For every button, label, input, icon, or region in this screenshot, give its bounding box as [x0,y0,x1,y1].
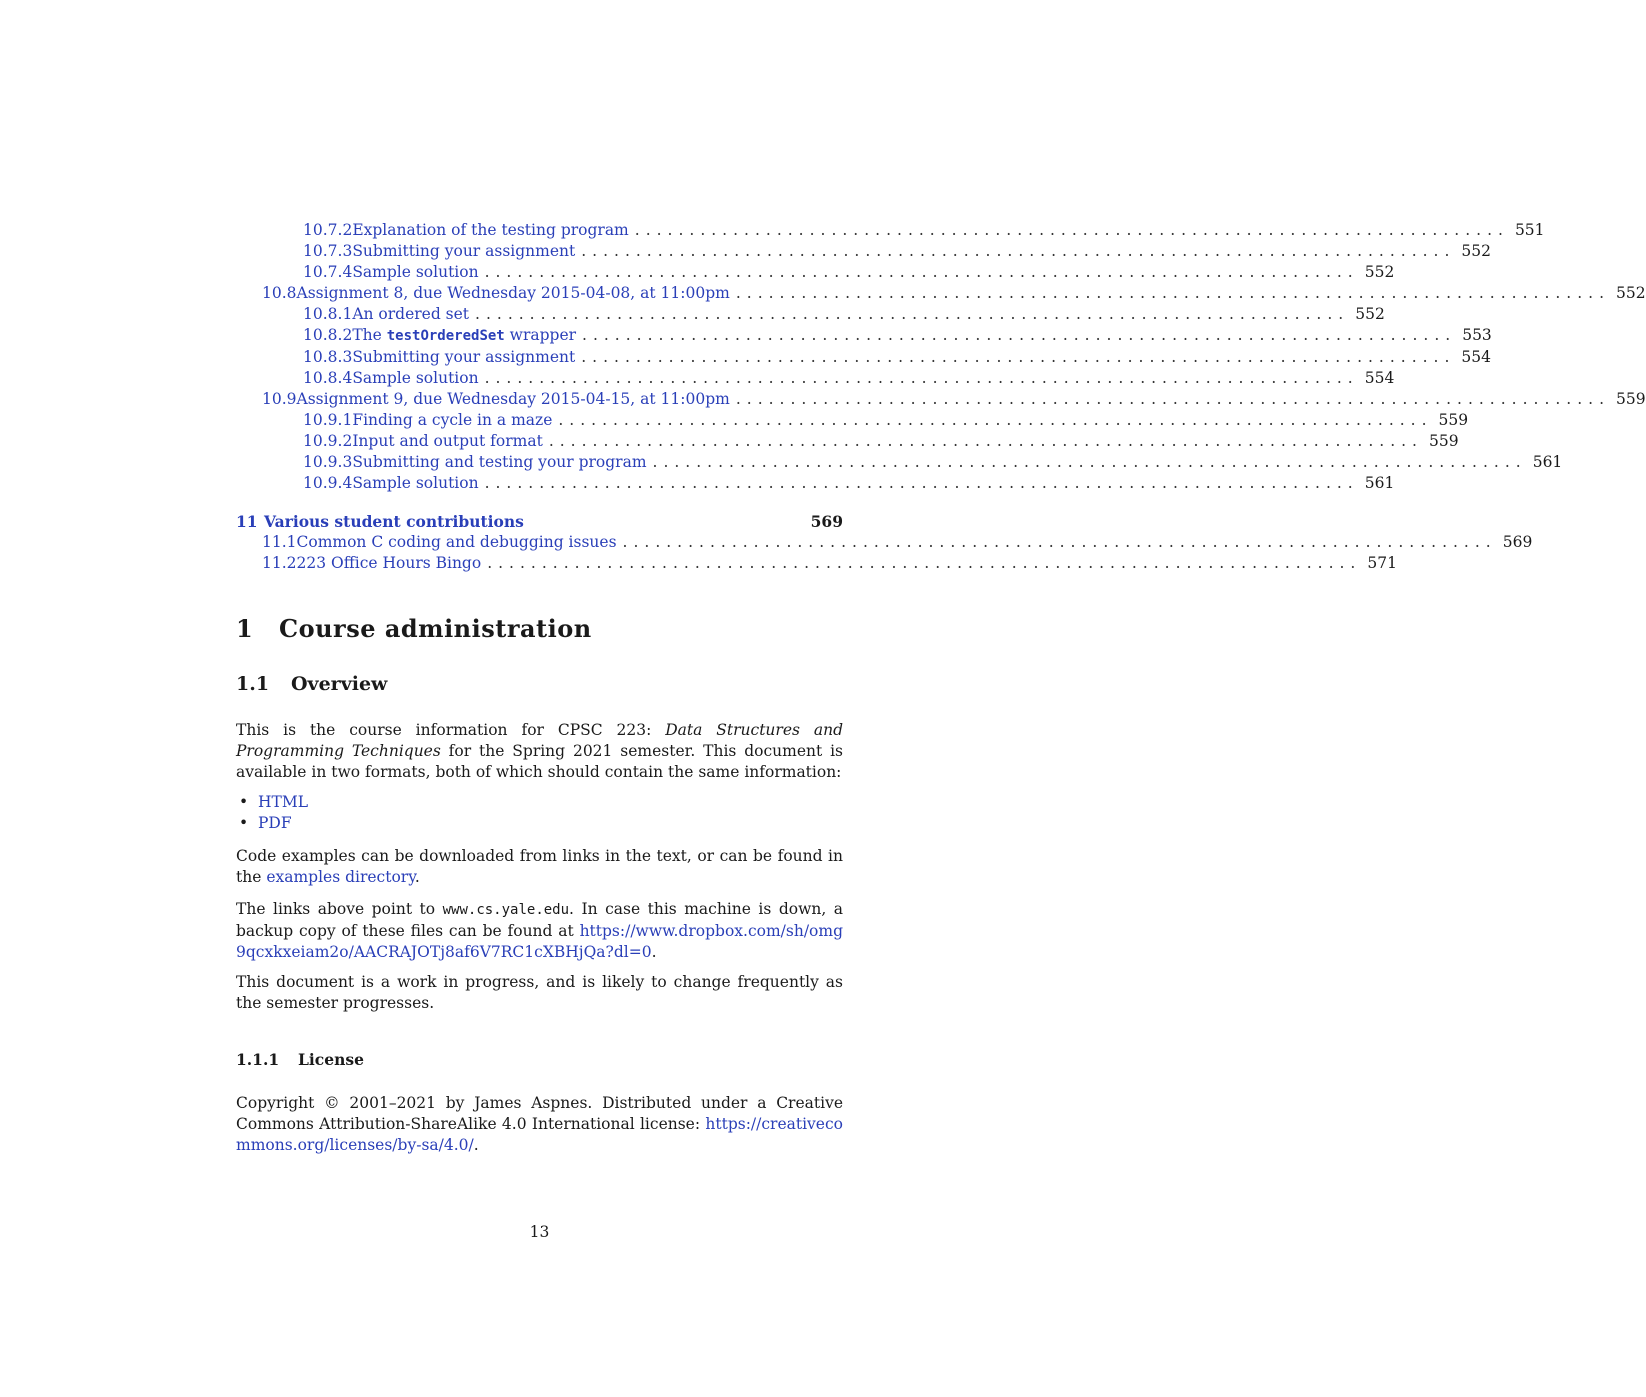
document-page [236,0,1646,1397]
toc-entry-number: 10.8.3 [303,347,353,366]
examples-paragraph [236,846,843,888]
section-number: 1 [236,614,254,643]
toc-entry[interactable] [236,220,1545,241]
format-list [236,792,308,834]
toc-entry-page: 554 [1364,368,1395,387]
toc-entry-number: 11.1 [262,533,297,552]
pdf-link[interactable]: PDF [258,814,292,832]
toc-entry-title[interactable]: Assignment 8, due Wednesday 2015-04-08, at 11:00pm [296,284,730,303]
toc-entry-title[interactable]: Submitting and testing your program [352,453,647,472]
toc-entry-number: 11.2 [262,554,297,573]
subsection-number: 1.1 [236,673,270,695]
toc-entry-number: 10.7.2 [303,221,353,239]
html-link[interactable]: HTML [258,793,309,811]
backup-text-mid: . In case this machine is down, a backup copy of these files can be found at [236,900,843,940]
toc-entry-page: 569 [810,512,843,532]
toc-entry-title[interactable]: Finding a cycle in a maze [352,410,553,429]
toc-leader-dots: ................................................................................ [582,326,1457,345]
toc-entry-page: 571 [1367,554,1397,573]
toc-entry[interactable] [236,283,1646,304]
subsection-title: Overview [291,673,388,695]
toc-entry-number: 10.8.2 [303,326,353,345]
toc-entry-title[interactable]: Various student contributions [264,512,524,532]
toc-entry[interactable] [236,553,1397,574]
license-text: Copyright © 2001–2021 by James Aspnes. Distributed under a Creative Commons Attribution-ShareAlike 4.0 International license: [236,1094,843,1133]
examples-directory-link[interactable]: examples directory [266,868,415,886]
toc-entry-page: 559 [1428,431,1459,450]
toc-entry-page: 551 [1514,221,1545,239]
toc-leader-dots: ................................................................................ [622,533,1497,552]
toc-leader-dots: ................................................................................ [634,221,1509,239]
toc-entry-title[interactable]: 223 Office Hours Bingo [296,554,482,573]
backup-text-end: . [651,943,657,961]
toc-entry[interactable] [236,511,843,532]
course-title: Data Structures and Programming Techniques [236,721,843,760]
dropbox-link[interactable]: https://www.dropbox.com/sh/omg9qcxkxeiam2o/AACRAJOTj8af6V7RC1cXBHjQa?dl=0 [236,922,843,961]
toc-entry-title[interactable]: Submitting your assignment [352,347,576,366]
toc-leader-dots: ................................................................................ [548,431,1423,450]
license-text-end: . [473,1136,479,1154]
toc-entry[interactable] [236,241,1492,262]
toc-entry[interactable] [236,473,1395,494]
toc-entry-page: 561 [1532,453,1563,472]
toc-entry-number: 10.8.1 [303,305,353,324]
toc-leader-dots: ................................................................................ [652,453,1527,472]
toc-entry-number: 10.8.4 [303,368,353,387]
examples-text: Code examples can be downloaded from links in the text, or can be found in the [236,847,843,886]
toc-entry-title[interactable]: Common C coding and debugging issues [296,533,617,552]
page-number: 13 [529,1223,550,1241]
license-link[interactable]: https://creativecommons.org/licenses/by-sa/4.0/ [236,1115,843,1154]
toc-entry-page: 552 [1461,242,1492,261]
toc-leader-dots: ................................................................................ [581,347,1456,366]
table-of-contents [236,220,1646,575]
toc-title-text: The [352,326,387,345]
examples-text-end: . [414,868,420,886]
toc-entry-title[interactable]: Submitting your assignment [352,242,576,261]
toc-entry[interactable] [236,368,1395,389]
toc-entry[interactable] [236,262,1395,283]
toc-entry-number: 10.9 [262,389,297,408]
toc-entry-title[interactable]: Sample solution [352,368,479,387]
toc-entry-title[interactable]: Sample solution [352,263,479,282]
backup-paragraph [236,899,843,963]
intro-paragraph [236,720,843,783]
toc-entry[interactable] [236,389,1646,410]
toc-entry[interactable] [236,410,1469,431]
toc-title-text: wrapper [504,326,577,345]
toc-entry-number: 10.9.1 [303,410,353,429]
intro-text: This is the course information for CPSC 223: [236,721,666,739]
toc-leader-dots: ................................................................................ [475,305,1350,324]
toc-leader-dots: ................................................................................ [487,554,1362,573]
toc-leader-dots: ................................................................................ [484,474,1359,493]
list-item [258,813,308,834]
toc-entry-number: 10.8 [262,284,297,303]
toc-entry-title[interactable]: Explanation of the testing program [352,221,629,239]
toc-leader-dots: ................................................................................ [484,368,1359,387]
toc-leader-dots: ................................................................................ [484,263,1359,282]
toc-entry[interactable] [236,532,1533,553]
host-code: www.cs.yale.edu [442,902,570,918]
toc-entry-number: 10.9.3 [303,453,353,472]
toc-leader-dots: ................................................................................ [735,284,1611,303]
toc-entry-title[interactable]: Assignment 9, due Wednesday 2015-04-15, at 11:00pm [296,389,730,408]
subsection-heading [236,673,387,695]
toc-entry-page: 569 [1502,533,1533,552]
toc-entry[interactable] [236,431,1459,452]
toc-entry-page: 554 [1461,347,1492,366]
section-title: Course administration [279,614,592,643]
toc-entry-page: 559 [1616,389,1646,408]
toc-entry-title[interactable]: An ordered set [352,305,470,324]
toc-title-code: testOrderedSet [386,328,505,345]
toc-entry[interactable] [236,347,1492,368]
toc-leader-dots: ................................................................................ [735,389,1611,408]
toc-entry-number: 10.7.4 [303,263,353,282]
toc-entry-page: 553 [1462,326,1492,345]
toc-entry-page: 552 [1364,263,1395,282]
section-heading [236,614,592,643]
toc-entry-page: 552 [1355,305,1385,324]
toc-entry[interactable] [236,452,1563,473]
subsubsection-heading [236,1050,364,1069]
toc-entry-number: 11 [236,512,258,532]
backup-text: The links above point to [236,900,443,918]
toc-entry-title[interactable]: Input and output format [352,431,543,450]
subsubsection-title: License [298,1050,364,1069]
progress-paragraph: This document is a work in progress, and is likely to change frequently as the semester progresses. [236,973,843,1012]
toc-entry-number: 10.9.2 [303,431,353,450]
license-paragraph [236,1093,843,1156]
toc-entry-page: 552 [1616,284,1646,303]
toc-entry-page: 559 [1438,410,1469,429]
toc-entry[interactable] [236,325,1492,346]
toc-entry-title[interactable]: Sample solution [352,474,479,493]
toc-entry-number: 10.9.4 [303,474,353,493]
list-item [258,792,308,813]
toc-entry-number: 10.7.3 [303,242,353,261]
toc-entry-page: 561 [1364,474,1395,493]
toc-leader-dots: ................................................................................ [558,410,1433,429]
toc-entry-title[interactable] [352,325,576,347]
toc-leader-dots: ................................................................................ [581,242,1456,261]
intro-text-end: for the Spring 2021 semester. This document is available in two formats, both of which should contain the same information: [236,742,843,781]
toc-entry[interactable] [236,304,1385,325]
subsubsection-number: 1.1.1 [236,1050,280,1069]
